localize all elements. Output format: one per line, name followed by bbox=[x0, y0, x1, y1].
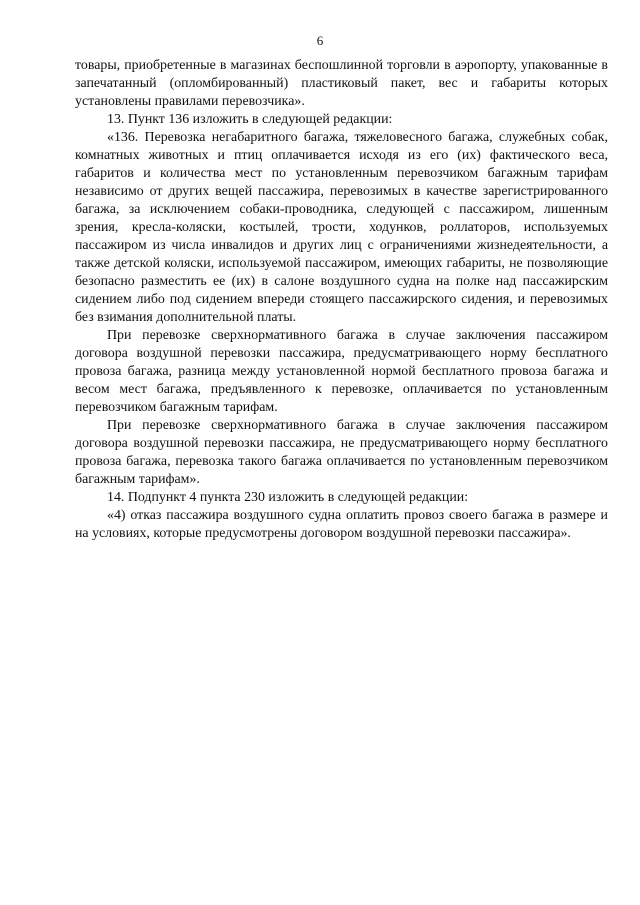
page-number: 6 bbox=[316, 33, 324, 48]
paragraph-item-14-heading: 14. Подпункт 4 пункта 230 изложить в следующей редакции: bbox=[107, 490, 469, 505]
paragraph-subclause-4: «4) отказ пассажира воздушного судна оплатить провоз своего багажа в размере и на условиях, которые предусмотрены договором воздушной перевозки пассажира». bbox=[75, 508, 608, 541]
paragraph-clause-136: «136. Перевозка негабаритного багажа, тяжеловесного багажа, служебных собак, комнатных животных и птиц оплачивается исходя из его (их) фактического веса, габаритов и количества мест по установленным перевозчиком багажным тарифам независимо от других вещей пассажира, перевозимых в качестве зарегистрированного багажа, за исключением собаки-проводника, следующей с пассажиром, лишенным зрения, кресла-коляски, костылей, трости, ходунков, роллаторов, используемых пассажиром из числа инвалидов и других лиц с ограничениями жизнедеятельности, а также детской коляски, используемой пассажиром, имеющих габариты, не позволяющие безопасно разместить ее (их) в салоне воздушного судна на полке над пассажирским сидением либо под сидением впереди стоящего пассажирского сидения, и перевозимых без взимания дополнительной платы. bbox=[75, 130, 608, 325]
document-body bbox=[75, 57, 608, 543]
paragraph-continuation: товары, приобретенные в магазинах беспошлинной торговли в аэропорту, упакованные в запечатанный (опломбированный) пластиковый пакет, вес и габариты которых установлены правилами перевозчика». bbox=[75, 58, 608, 109]
paragraph-item-13-heading: 13. Пункт 136 изложить в следующей редакции: bbox=[107, 112, 393, 127]
paragraph-excess-baggage-with-norm: При перевозке сверхнормативного багажа в случае заключения пассажиром договора воздушной перевозки пассажира, предусматривающего норму бесплатного провоза багажа, разница между установленной нормой бесплатного провоза багажа и весом мест багажа, предъявленного к перевозке, оплачивается по установленным перевозчиком багажным тарифам. bbox=[75, 328, 608, 415]
paragraph-excess-baggage-without-norm: При перевозке сверхнормативного багажа в случае заключения пассажиром договора воздушной перевозки пассажира, не предусматривающего норму бесплатного провоза багажа, перевозка такого багажа оплачивается по установленным перевозчиком багажным тарифам». bbox=[75, 418, 608, 487]
